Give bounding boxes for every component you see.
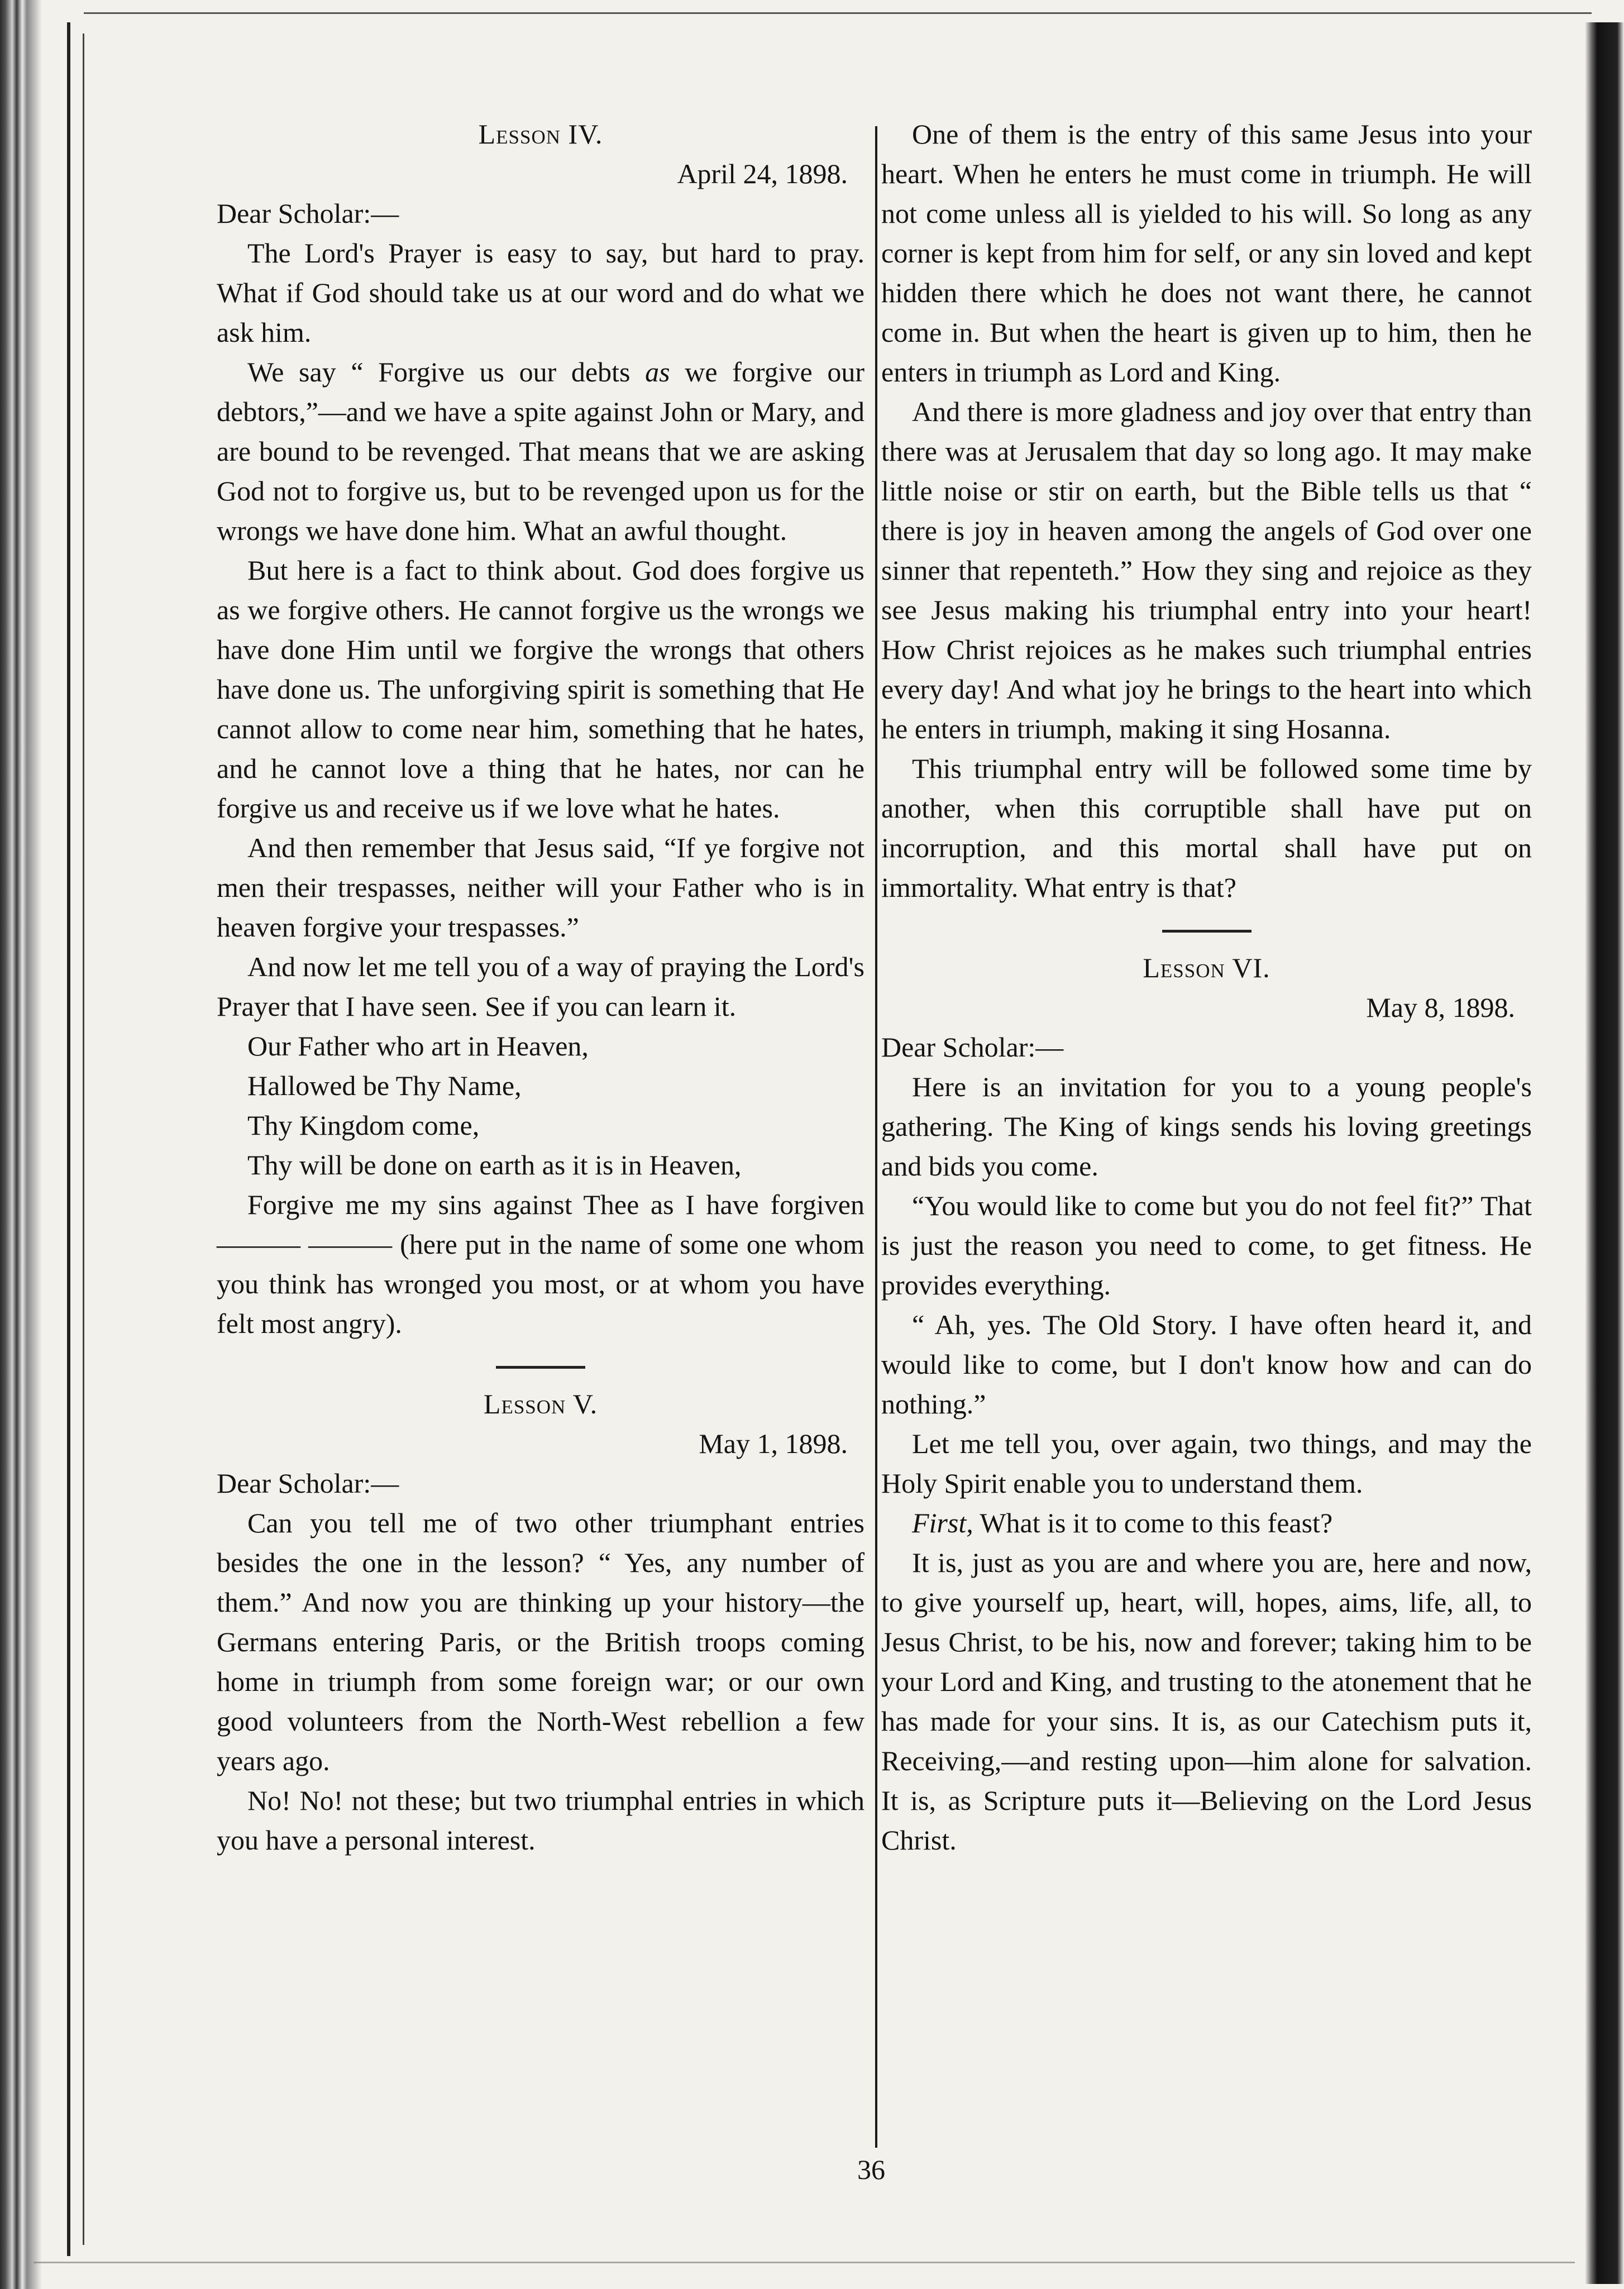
left-border-rule: [67, 22, 70, 2256]
lesson-6-paragraph: [881, 1503, 1532, 1543]
lesson-6-paragraph: “ Ah, yes. The Old Story. I have often heard it, and would like to come, but I don't know how and can do nothing.”: [881, 1309, 1532, 1420]
text-run: What is it to come to this feast?: [973, 1507, 1333, 1538]
lesson-5-heading: Lesson V.: [483, 1388, 598, 1420]
lesson-5-paragraph: No! No! not these; but two triumphal entries in which you have a personal interest.: [217, 1785, 864, 1856]
prayer-line: Hallowed be Thy Name,: [247, 1070, 522, 1101]
lesson-4-heading: Lesson IV.: [478, 118, 603, 150]
left-column: [217, 114, 864, 1860]
lesson-5-date: May 1, 1898.: [699, 1428, 848, 1459]
lesson-6-paragraph: “You would like to come but you do not feel fit?” That is just the reason you need to come, to get fitness. He provides everything.: [881, 1190, 1532, 1301]
lesson-5-paragraph: This triumphal entry will be followed some time by another, when this corruptible shall have put on incorruption, and this mortal shall have put on immortality. What entry is that?: [881, 753, 1532, 903]
page-number: 36: [857, 2154, 885, 2185]
prayer-line: Thy Kingdom come,: [247, 1110, 480, 1141]
column-divider: [875, 126, 877, 2148]
prayer-line: Thy will be done on earth as it is in Heaven,: [247, 1149, 742, 1181]
lesson-4-paragraph: The Lord's Prayer is easy to say, but hard to pray. What if God should take us at our word and do what we ask him.: [217, 237, 864, 348]
lesson-6-heading: Lesson VI.: [1143, 952, 1270, 983]
left-inner-rule: [83, 34, 84, 2245]
lesson-separator: [1162, 930, 1252, 933]
text-run: we forgive our debtors,”—and we have a spite against John or Mary, and are bound to be revenged. That means that we are asking God not to forgive us, but to be revenged upon us for the wrongs we have done him. What an awful thought.: [217, 356, 864, 546]
italic-word: as: [645, 356, 670, 388]
lesson-4-paragraph: And now let me tell you of a way of praying the Lord's Prayer that I have seen. See if you can learn it.: [217, 951, 864, 1022]
lesson-6-salutation: Dear Scholar:—: [881, 1031, 1064, 1063]
lesson-separator: [496, 1366, 585, 1369]
lesson-4-paragraph: But here is a fact to think about. God does forgive us as we forgive others. He cannot forgive us the wrongs we have done Him until we forgive the wrongs that others have done us. The unforgiving spirit is something that He cannot allow to come near him, something that he hates, and he cannot love a thing that he hates, nor can he forgive us and receive us if we love what he hates.: [217, 555, 864, 824]
scan-left-edge: [0, 0, 84, 2289]
bottom-border-rule: [34, 2262, 1575, 2263]
lesson-4-paragraph: And then remember that Jesus said, “If ye forgive not men their trespasses, neither will your Father who is in heaven forgive your trespasses.”: [217, 832, 864, 943]
scan-right-edge: [1585, 22, 1624, 2284]
lesson-4-paragraph: [217, 352, 864, 551]
lesson-6-paragraph: Here is an invitation for you to a young people's gathering. The King of kings sends his loving greetings and bids you come.: [881, 1071, 1532, 1182]
lesson-5-paragraph: And there is more gladness and joy over that entry than there was at Jerusalem that day so long ago. It may make little noise or stir on earth, but the Bible tells us that “ there is joy in heaven among the angels of God over one sinner that repenteth.” How they sing and rejoice as they see Jesus making his triumphal entry into your heart! How Christ rejoices as he makes such triumphal entries every day! And what joy he brings to the heart into which he enters in triumph, making it sing Hosanna.: [881, 396, 1532, 744]
lesson-4-paragraph: Forgive me my sins against Thee as I have forgiven ——— ——— (here put in the name of some one whom you think has wronged you most, or at whom you have felt most angry).: [217, 1189, 864, 1339]
lesson-4-date: April 24, 1898.: [677, 158, 848, 189]
lesson-4-salutation: Dear Scholar:—: [217, 198, 399, 229]
lesson-6-date: May 8, 1898.: [1366, 992, 1515, 1023]
lesson-5-paragraph: One of them is the entry of this same Jesus into your heart. When he enters he must come in triumph. He will not come unless all is yielded to his will. So long as any corner is kept from him for self, or any sin loved and kept hidden there which he does not want there, he cannot come in. But when the heart is given up to him, then he enters in triumph as Lord and King.: [881, 118, 1532, 388]
text-run: We say “ Forgive us our debts: [247, 356, 646, 388]
italic-word: First,: [912, 1507, 973, 1538]
lesson-6-paragraph: It is, just as you are and where you are, here and now, to give yourself up, heart, will, hopes, aims, life, all, to Jesus Christ, to be his, now and forever; taking him to be your Lord and King, and trusting to the atonement that he has made for your sins. It is, as our Catechism puts it, Receiving,—and resting upon—him alone for salvation. It is, as Scripture puts it—Believing on the Lord Jesus Christ.: [881, 1547, 1532, 1856]
lesson-5-salutation: Dear Scholar:—: [217, 1468, 399, 1499]
top-border-rule: [84, 12, 1592, 14]
lesson-6-paragraph: Let me tell you, over again, two things, and may the Holy Spirit enable you to understand them.: [881, 1428, 1532, 1499]
right-column: [881, 114, 1532, 1860]
prayer-line: Our Father who art in Heaven,: [247, 1030, 589, 1062]
lesson-5-paragraph: Can you tell me of two other triumphant entries besides the one in the lesson? “ Yes, any number of them.” And now you are thinking up your history—the Germans entering Paris, or the British troops coming home in triumph from some foreign war; or our own good volunteers from the North-West rebellion a few years ago.: [217, 1507, 864, 1776]
